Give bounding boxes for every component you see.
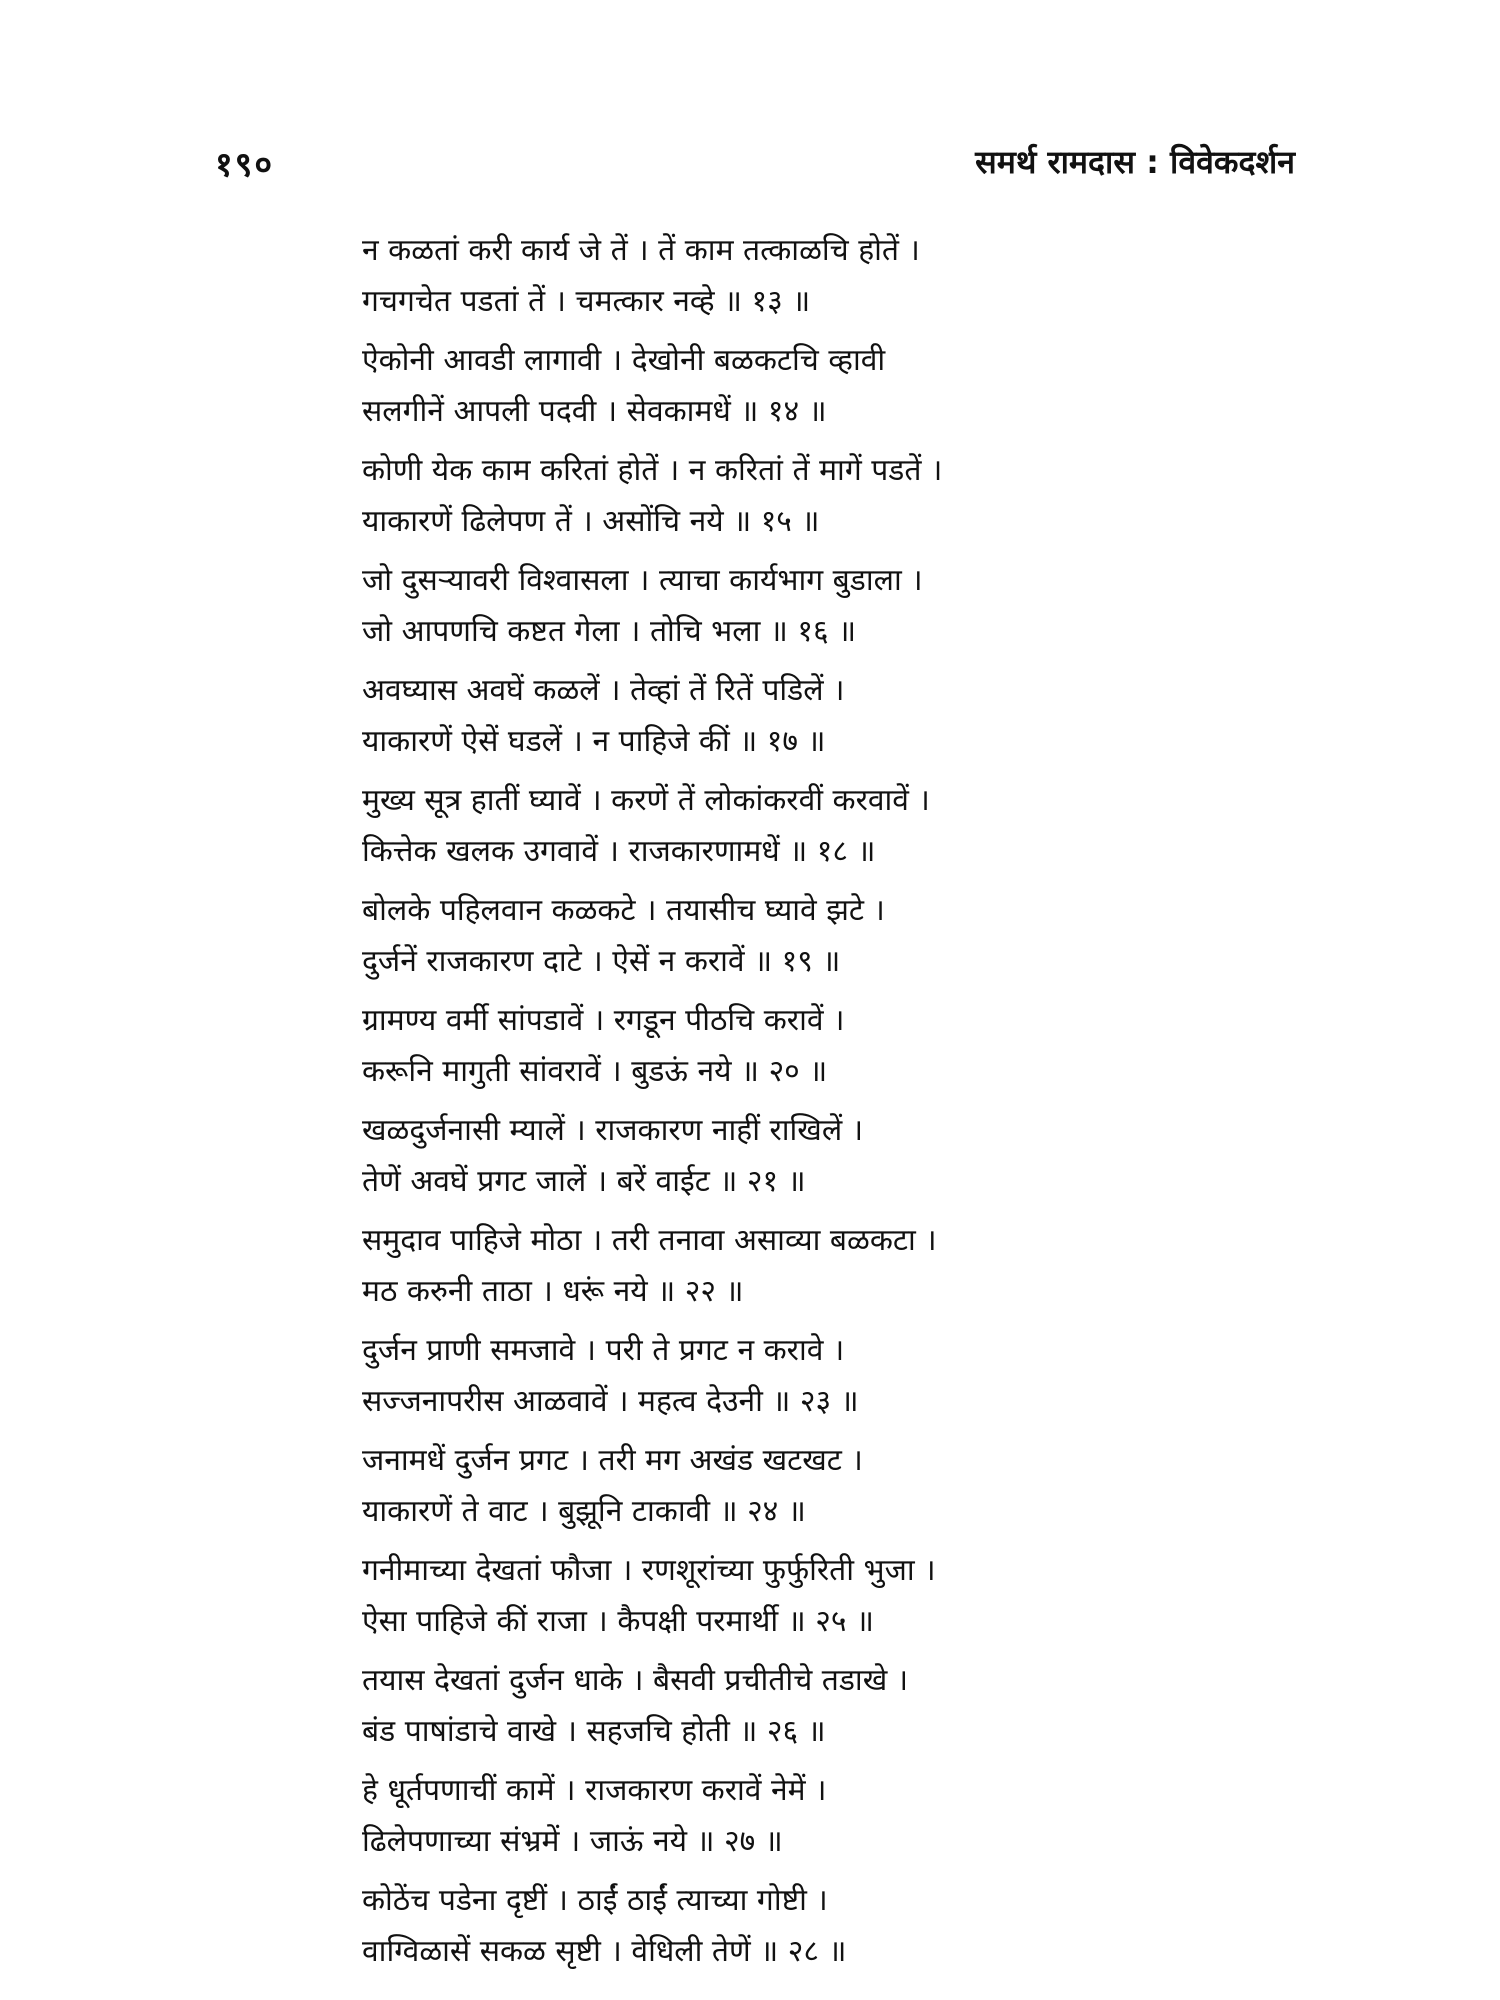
verse-line: बोलके पहिलवान कळकटे । तयासीच घ्यावे झटे । — [362, 893, 885, 928]
verse-line: न कळतां करी कार्य जे तें । तें काम तत्काळचि होतें । — [362, 233, 920, 268]
verse-20 — [362, 995, 1262, 1097]
verse-26 — [362, 1655, 1262, 1757]
verse-line: तयास देखतां दुर्जन धाके । बैसवी प्रचीतीचे तडाखे । — [362, 1663, 909, 1698]
verse-line: जनामधें दुर्जन प्रगट । तरी मग अखंड खटखट । — [362, 1443, 863, 1478]
verse-line: जो दुसऱ्यावरी विश्वासला । त्याचा कार्यभाग बुडाला । — [362, 563, 923, 598]
verse-18 — [362, 775, 1262, 877]
verse-14 — [362, 335, 1262, 437]
verse-line: वाग्विळासें सकळ सृष्टी । वेधिली तेणें ॥ २८ ॥ — [362, 1934, 847, 1969]
verse-line: कित्तेक खलक उगवावें । राजकारणामधें ॥ १८ ॥ — [362, 834, 876, 869]
verse-16 — [362, 555, 1262, 657]
verse-line: हे धूर्तपणाचीं कामें । राजकारण करावें नेमें । — [362, 1773, 827, 1808]
verse-line: खळदुर्जनासी म्यालें । राजकारण नाहीं राखिलें । — [362, 1113, 864, 1148]
verse-17 — [362, 665, 1262, 767]
verse-line: कोठेंच पडेना दृष्टीं । ठाईं ठाईं त्याच्या गोष्टी । — [362, 1883, 828, 1918]
verse-28 — [362, 1875, 1262, 1977]
verse-block — [362, 225, 1262, 1985]
verse-line: दुर्जन प्राणी समजावे । परी ते प्रगट न करावे । — [362, 1333, 845, 1368]
verse-line: याकारणें ऐसें घडलें । न पाहिजे कीं ॥ १७ ॥ — [362, 724, 826, 759]
verse-line: करूनि मागुती सांवरावें । बुडऊं नये ॥ २० ॥ — [362, 1054, 828, 1089]
verse-25 — [362, 1545, 1262, 1647]
page-number: १९० — [215, 145, 275, 185]
verse-13 — [362, 225, 1262, 327]
verse-line: ग्रामण्य वर्मी सांपडावें । रगडून पीठचि करावें । — [362, 1003, 845, 1038]
verse-line: बंड पाषांडाचे वाखे । सहजचि होती ॥ २६ ॥ — [362, 1714, 826, 1749]
verse-line: कोणी येक काम करितां होतें । न करितां तें मागें पडतें । — [362, 453, 943, 488]
verse-21 — [362, 1105, 1262, 1207]
verse-19 — [362, 885, 1262, 987]
verse-line: सज्जनापरीस आळवावें । महत्व देउनी ॥ २३ ॥ — [362, 1384, 859, 1419]
verse-line: सलगीनें आपली पदवी । सेवकामधें ॥ १४ ॥ — [362, 394, 827, 429]
verse-15 — [362, 445, 1262, 547]
verse-line: गनीमाच्या देखतां फौजा । रणशूरांच्या फुर्फुरिती भुजा । — [362, 1553, 936, 1588]
verse-line: अवघ्यास अवघें कळलें । तेव्हां तें रितें पडिलें । — [362, 673, 845, 708]
verse-line: याकारणें ते वाट । बुझूनि टाकावी ॥ २४ ॥ — [362, 1494, 806, 1529]
verse-24 — [362, 1435, 1262, 1537]
verse-line: ऐकोनी आवडी लागावी । देखोनी बळकटचि व्हावी — [362, 343, 886, 378]
verse-line: समुदाव पाहिजे मोठा । तरी तनावा असाव्या बळकटा । — [362, 1223, 937, 1258]
running-title: समर्थ रामदास : विवेकदर्शन — [975, 143, 1295, 181]
verse-line: जो आपणचि कष्टत गेला । तोचि भला ॥ १६ ॥ — [362, 614, 857, 649]
verse-line: मठ करुनी ताठा । धरूं नये ॥ २२ ॥ — [362, 1274, 744, 1309]
verse-22 — [362, 1215, 1262, 1317]
verse-line: गचगचेत पडतां तें । चमत्कार नव्हे ॥ १३ ॥ — [362, 284, 811, 319]
verse-line: ऐसा पाहिजे कीं राजा । कैपक्षी परमार्थी ॥ २५ ॥ — [362, 1604, 874, 1639]
verse-line: याकारणें ढिलेपण तें । असोंचि नये ॥ १५ ॥ — [362, 504, 820, 539]
verse-line: दुर्जनें राजकारण दाटे । ऐसें न करावें ॥ १९ ॥ — [362, 944, 841, 979]
verse-line: ढिलेपणाच्या संभ्रमें । जाऊं नये ॥ २७ ॥ — [362, 1824, 783, 1859]
verse-27 — [362, 1765, 1262, 1867]
verse-line: तेणें अवघें प्रगट जालें । बरें वाईट ॥ २१ ॥ — [362, 1164, 806, 1199]
verse-line: मुख्य सूत्र हातीं घ्यावें । करणें तें लोकांकरवीं करवावें । — [362, 783, 930, 818]
verse-23 — [362, 1325, 1262, 1427]
